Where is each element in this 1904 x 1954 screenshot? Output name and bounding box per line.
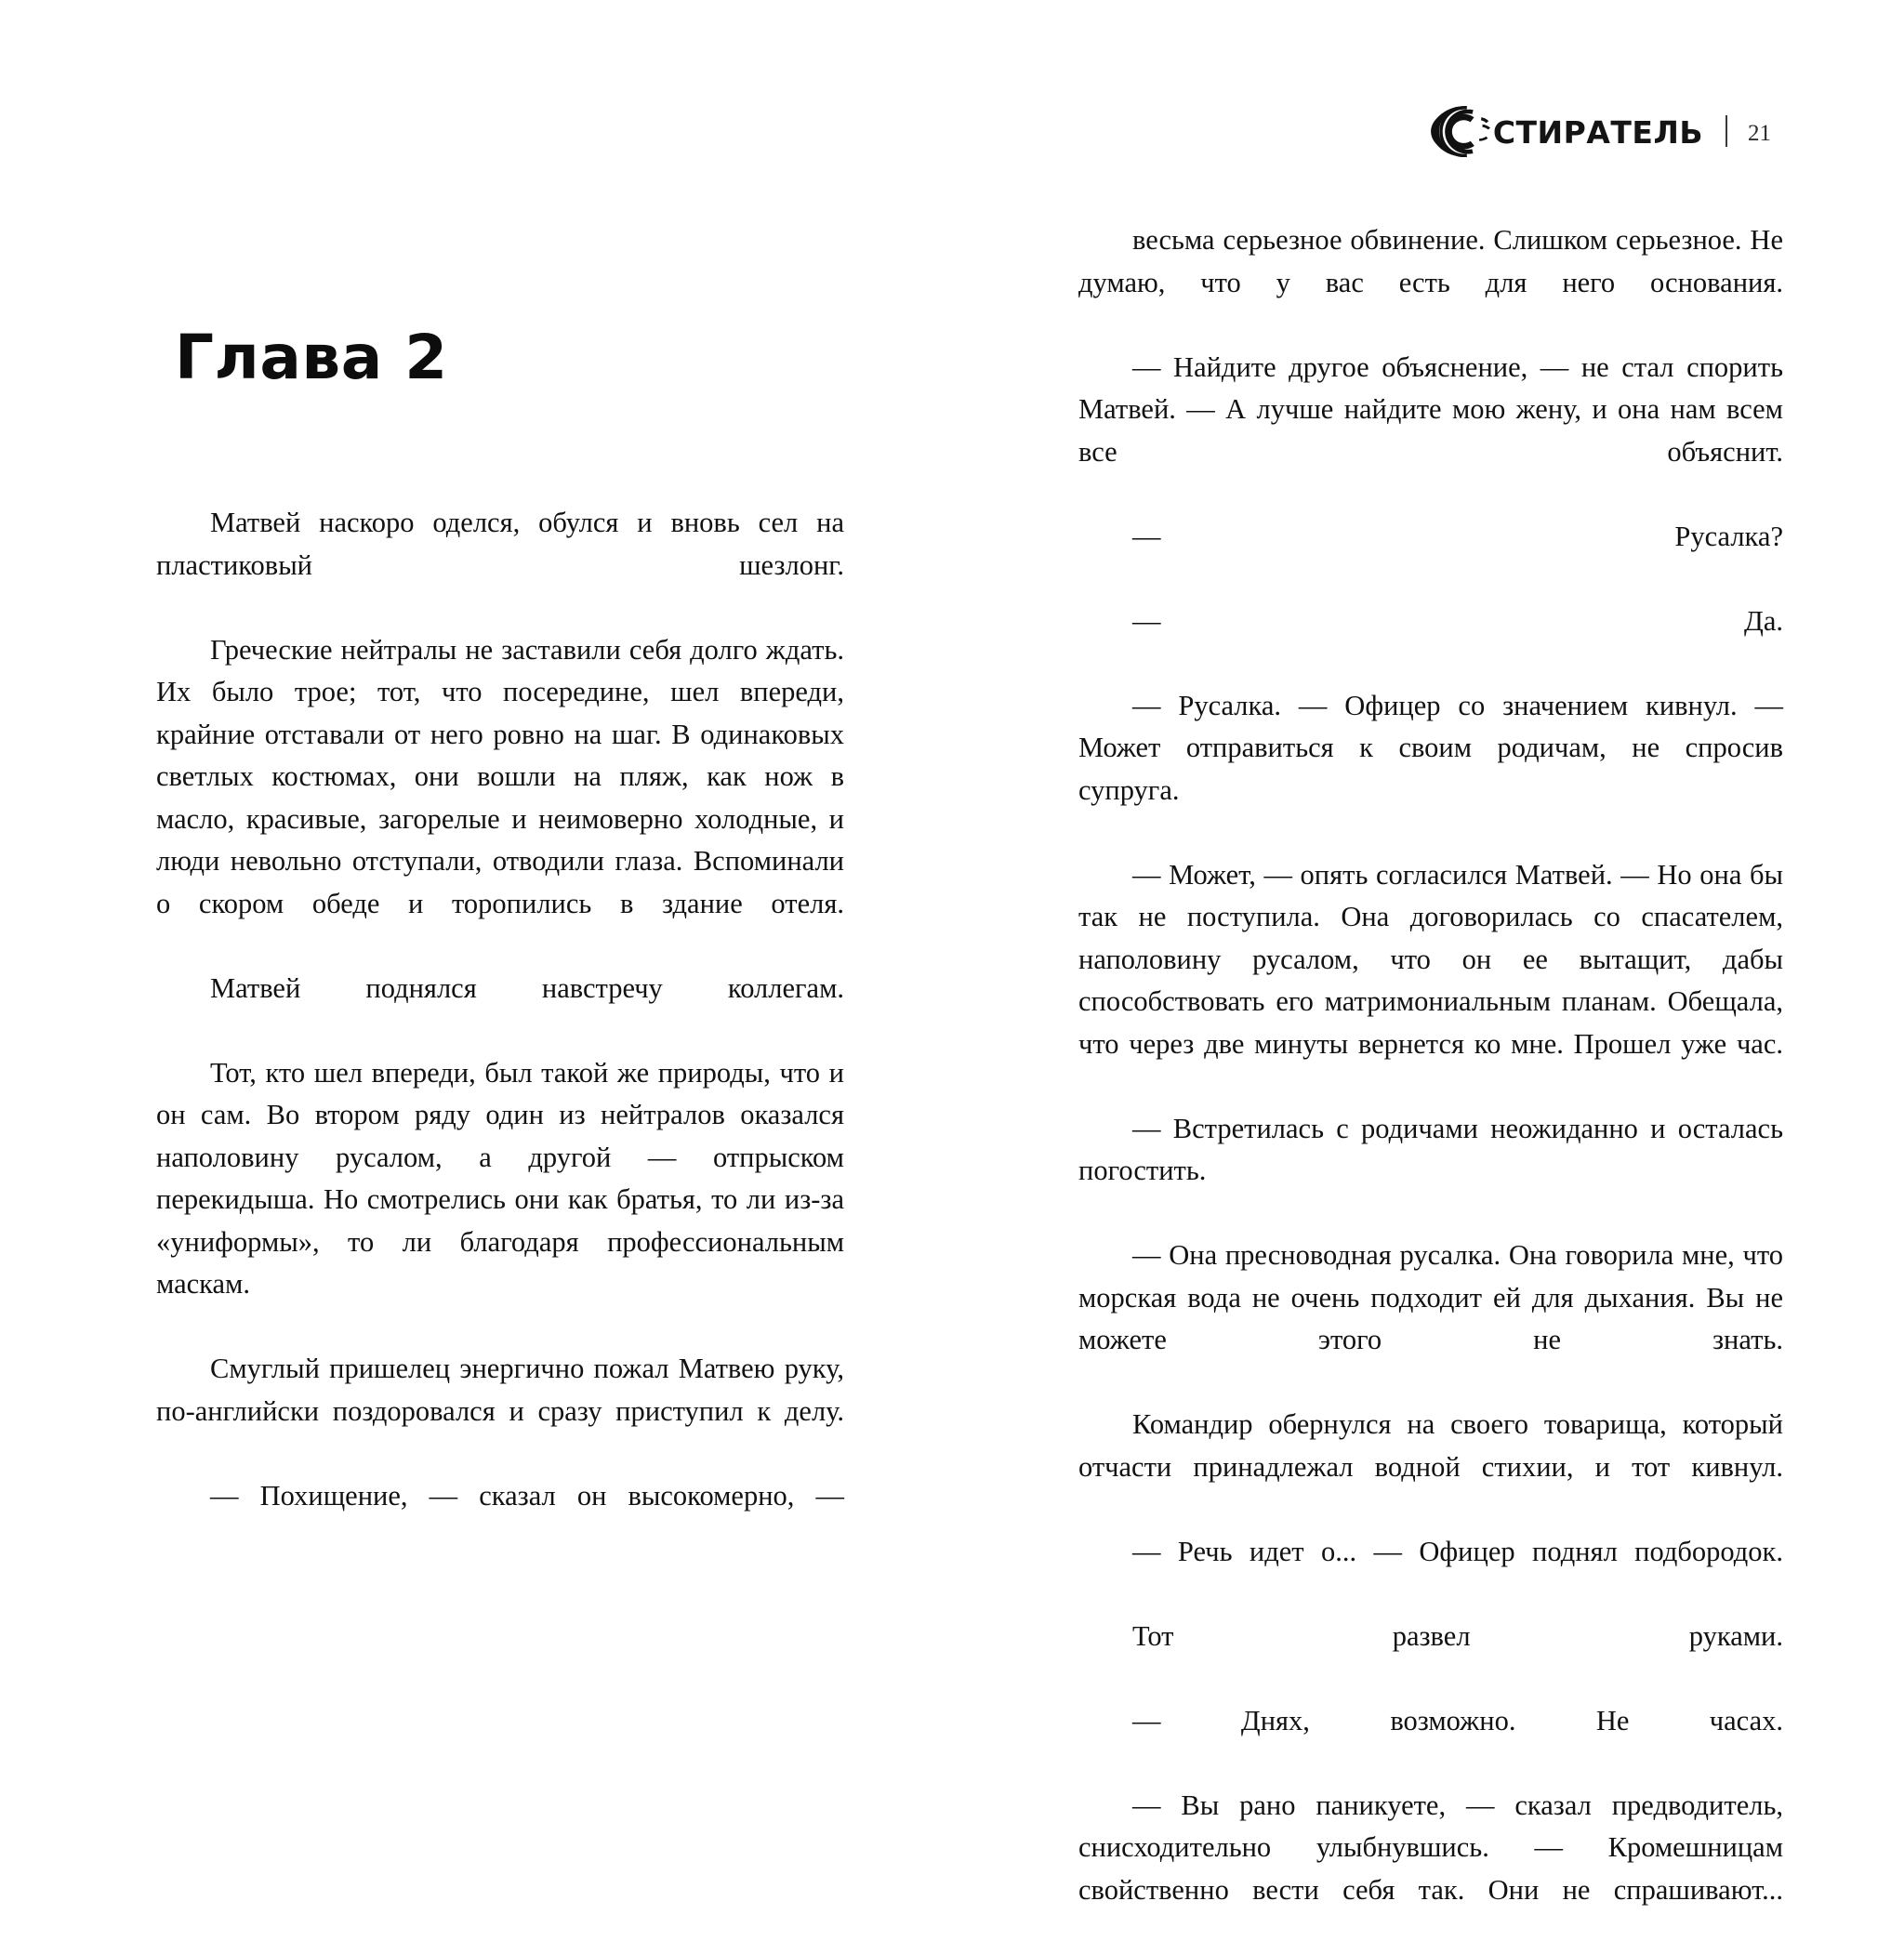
running-head (1430, 104, 1771, 158)
text-column-left (156, 322, 844, 1560)
paragraph: — Днях, возможно. Не часах. (1132, 1704, 1783, 1736)
paragraph: Матвей поднялся навстречу коллегам. (210, 971, 844, 1004)
paragraph: Тот, кто шел впереди, был такой же природы, что и он сам. Во втором ряду один из нейтралов оказался наполовину русалом, а другой — отпрыском перекидыша. Но смотрелись они как братья, то ли из-за «униформы», то ли благодаря профессиональным маскам. (156, 1056, 844, 1300)
paragraph: Тот развел руками. (1132, 1619, 1783, 1652)
paragraph: Греческие нейтралы не заставили себя долго ждать. Их было трое; тот, что посередине, шел впереди, крайние отставали от него ровно на шаг. В одинаковых светлых костюмах, они вошли на пляж, как нож в масло, красивые, загорелые и неимоверно холодные, и люди невольно отступали, отводили глаза. Вспоминали о скором обеде и торопились в здание отеля. (156, 633, 844, 919)
paragraph: — Русалка? (1132, 520, 1783, 552)
brand-name: СТИРАТЕЛЬ (1492, 113, 1703, 151)
paragraph: — Речь идет о... — Офицер поднял подбородок. (1132, 1535, 1783, 1567)
paragraph: — Может, — опять согласился Матвей. — Но она бы так не поступила. Она договорилась со спасателем, наполовину русалом, что он ее вытащит, дабы способствовать его матримониальным планам. Обещала, что через две минуты вернется ко мне. Прошел уже час. (1078, 858, 1783, 1060)
paragraph: — Вы рано паникуете, — сказал предводитель, снисходительно улыбнувшись. — Кромешницам свойственно вести себя так. Они не спрашивают... (1078, 1789, 1783, 1906)
running-head-divider (1726, 115, 1727, 147)
paragraph: Смуглый пришелец энергично пожал Матвею руку, по-английски поздоровался и сразу приступил к делу. (156, 1353, 844, 1427)
paragraph: — Похищение, — сказал он высокомерно, — (210, 1479, 844, 1512)
paragraph: Командир обернулся на своего товарища, который отчасти принадлежал водной стихии, и тот кивнул. (1078, 1408, 1783, 1483)
paragraph: — Встретилась с родичами неожиданно и осталась погостить. (1078, 1112, 1783, 1186)
body-text-left (156, 502, 844, 1560)
paragraph: весьма серьезное обвинение. Слишком серьезное. Не думаю, что у вас есть для него основания. (1078, 224, 1783, 298)
paragraph: — Да. (1132, 604, 1783, 637)
swirl-wave-c-logo-icon (1430, 105, 1495, 157)
page-number: 21 (1748, 120, 1771, 146)
paragraph: — Она пресноводная русалка. Она говорила мне, что морская вода не очень подходит ей для дыхания. Вы не можете этого не знать. (1078, 1239, 1783, 1355)
chapter-title: Глава 2 (175, 322, 448, 393)
paragraph: — Русалка. — Офицер со значением кивнул. — Может отправиться к своим родичам, не спросив супруга. (1078, 689, 1783, 806)
text-column-right (1078, 219, 1783, 1954)
paragraph: Матвей наскоро оделся, обулся и вновь сел на пластиковый шезлонг. (156, 507, 844, 581)
brand-lockup (1430, 105, 1703, 157)
paragraph: — Найдите другое объяснение, — не стал спорить Матвей. — А лучше найдите мою жену, и она нам всем все объяснит. (1078, 350, 1783, 468)
body-text-right (1078, 219, 1783, 1954)
